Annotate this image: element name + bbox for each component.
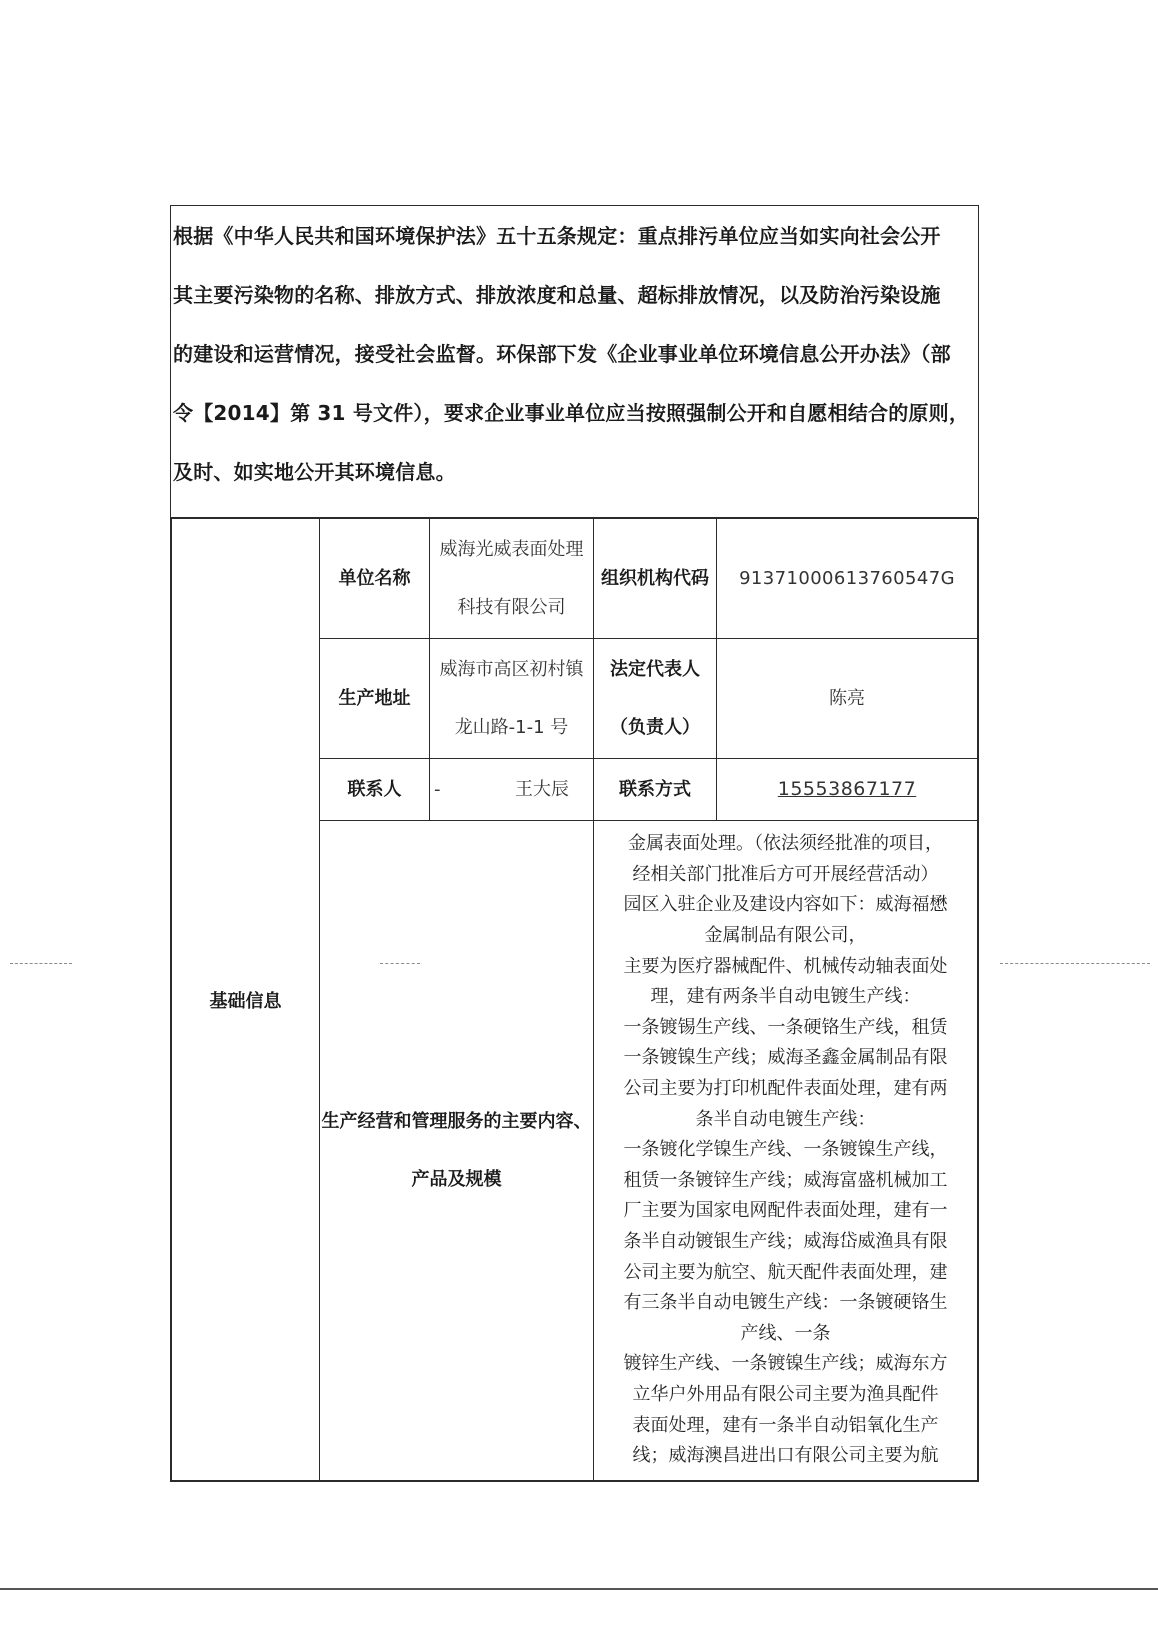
scope-line: 条半自动电镀生产线： bbox=[695, 1108, 876, 1130]
scope-line: 主要为医疗器械配件、机械传动轴表面处 bbox=[623, 955, 948, 977]
scope-line: 条半自动镀银生产线；威海岱威渔具有限 bbox=[623, 1230, 948, 1252]
org-code-value: 91371000613760547G bbox=[717, 519, 978, 639]
scope-label-line: 生产经营和管理服务的主要内容、 bbox=[321, 1110, 592, 1132]
legal-rep-label-line: （负责人） bbox=[610, 716, 700, 738]
scope-line: 一条镀化学镍生产线、一条镀镍生产线， bbox=[623, 1139, 948, 1161]
unit-name-line: 威海光威表面处理 bbox=[439, 538, 584, 560]
legal-rep-value: 陈亮 bbox=[717, 639, 978, 759]
unit-name-label: 单位名称 bbox=[320, 519, 430, 639]
scope-line: 园区入驻企业及建设内容如下：威海福懋 bbox=[623, 894, 948, 916]
address-value bbox=[430, 639, 594, 759]
disclosure-form bbox=[170, 205, 979, 1482]
scope-line: 一条镀锡生产线、一条硬铬生产线，租赁 bbox=[623, 1016, 948, 1038]
scope-label bbox=[320, 821, 594, 1481]
scope-line: 线；威海澳昌进出口有限公司主要为航 bbox=[632, 1445, 939, 1467]
scope-line: 公司主要为航空、航天配件表面处理，建 bbox=[623, 1261, 948, 1283]
scan-artifact-dash bbox=[380, 963, 420, 965]
intro-line: 及时、如实地公开其环境信息。 bbox=[173, 460, 456, 484]
intro-line: 令【2014】第 31 号文件），要求企业事业单位应当按照强制公开和自愿相结合的原则， bbox=[173, 401, 970, 425]
address-line: 威海市高区初村镇 bbox=[439, 658, 584, 680]
unit-name-value bbox=[430, 519, 594, 639]
scope-line: 一条镀镍生产线；威海圣鑫金属制品有限 bbox=[623, 1047, 948, 1069]
scope-line: 镀锌生产线、一条镀镍生产线；威海东方 bbox=[623, 1353, 948, 1375]
scope-line: 厂主要为国家电网配件表面处理，建有一 bbox=[623, 1200, 948, 1222]
intro-line: 其主要污染物的名称、排放方式、排放浓度和总量、超标排放情况，以及防治污染设施 bbox=[173, 283, 941, 307]
phone-value bbox=[717, 759, 978, 821]
unit-name-line: 科技有限公司 bbox=[457, 596, 566, 618]
legal-rep-label-line: 法定代表人 bbox=[610, 658, 700, 680]
address-label: 生产地址 bbox=[320, 639, 430, 759]
scope-label-line: 产品及规模 bbox=[411, 1168, 502, 1190]
scope-line: 理，建有两条半自动电镀生产线： bbox=[650, 986, 921, 1008]
intro-line: 的建设和运营情况，接受社会监督。环保部下发《企业事业单位环境信息公开办法》（部 bbox=[173, 342, 951, 366]
scope-line: 租赁一条镀锌生产线；威海富盛机械加工 bbox=[623, 1169, 948, 1191]
footer-rule bbox=[0, 1588, 1158, 1590]
scope-line: 有三条半自动电镀生产线：一条镀硬铬生 bbox=[623, 1292, 948, 1314]
intro-line: 根据《中华人民共和国环境保护法》五十五条规定：重点排污单位应当如实向社会公开 bbox=[173, 224, 941, 248]
scope-line: 经相关部门批准后方可开展经营活动） bbox=[632, 863, 939, 885]
scope-content bbox=[594, 821, 978, 1481]
contact-method-label: 联系方式 bbox=[594, 759, 717, 821]
scope-line: 立华户外用品有限公司主要为渔具配件 bbox=[632, 1383, 939, 1405]
scope-line: 金属制品有限公司， bbox=[704, 925, 867, 947]
legal-rep-label bbox=[594, 639, 717, 759]
category-basic-info: 基础信息 bbox=[172, 519, 320, 1481]
basic-info-table bbox=[171, 518, 978, 1481]
scope-line: 产线、一条 bbox=[740, 1322, 831, 1344]
scope-line: 表面处理，建有一条半自动铝氧化生产 bbox=[632, 1414, 939, 1436]
phone-number: 15553867177 bbox=[777, 778, 917, 800]
scope-line: 公司主要为打印机配件表面处理，建有两 bbox=[623, 1078, 948, 1100]
org-code-label: 组织机构代码 bbox=[594, 519, 717, 639]
address-line: 龙山路-1-1 号 bbox=[454, 716, 569, 738]
scan-artifact-dash bbox=[1000, 963, 1150, 965]
contact-dash: - bbox=[434, 778, 441, 800]
scope-line: 金属表面处理。（依法须经批准的项目， bbox=[628, 833, 943, 855]
contact-label: 联系人 bbox=[320, 759, 430, 821]
intro-paragraph bbox=[171, 206, 977, 518]
contact-name: 王大辰 bbox=[515, 778, 569, 800]
scan-artifact-dash bbox=[10, 963, 72, 965]
contact-value bbox=[430, 759, 594, 821]
